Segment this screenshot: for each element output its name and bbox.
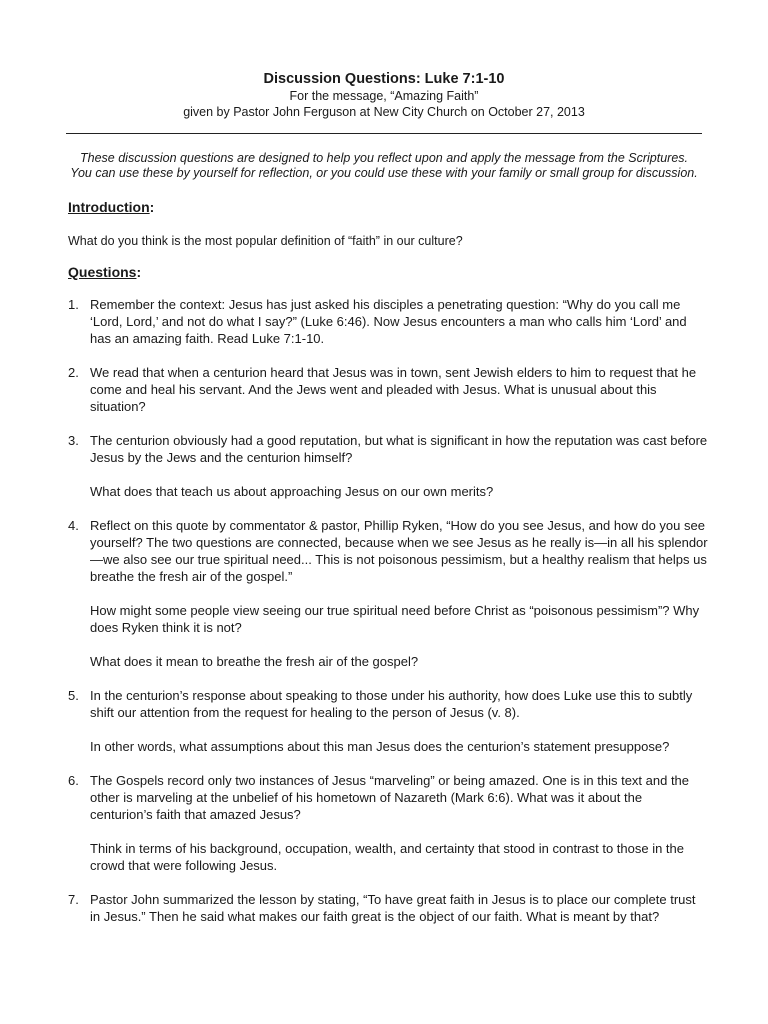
question-text: The Gospels record only two instances of Jesus “marveling” or being amazed. One is in this text and the other is marveling at the unbelief of his hometown of Nazareth (Mark 6:6). What was it about the centurion’s faith that amazed Jesus? (90, 773, 690, 822)
question-text: Pastor John summarized the lesson by stating, “To have great faith in Jesus is to place our complete trust in Jesus.” Then he said what makes our faith great is the object of our faith. What is meant by that? (90, 892, 696, 924)
question-item-5 (68, 687, 708, 755)
introduction-heading: Introduction: (68, 199, 155, 215)
introduction-question: What do you think is the most popular definition of “faith” in our culture? (68, 234, 463, 248)
question-followup: What does that teach us about approaching Jesus on our own merits? (90, 484, 494, 499)
questions-heading: Questions: (68, 264, 142, 280)
question-followup: In other words, what assumptions about this man Jesus does the centurion’s statement presuppose? (90, 739, 670, 754)
question-text: The centurion obviously had a good reputation, but what is significant in how the reputation was cast before Jesus by the Jews and the centurion himself? (90, 433, 708, 465)
question-followup: Think in terms of his background, occupation, wealth, and certainty that stood in contrast to those in the crowd that were following Jesus. (90, 841, 685, 873)
instructions-line-2: You can use these by yourself for reflection, or you could use these with your family or small group for discussion. (70, 166, 698, 180)
question-item-1 (68, 296, 708, 347)
question-text: In the centurion’s response about speaking to those under his authority, how does Luke use this to subtly shift our attention from the request for healing to the person of Jesus (v. 8). (90, 688, 693, 720)
instructions-line-1: These discussion questions are designed to help you reflect upon and apply the message from the Scriptures. (80, 151, 688, 165)
question-item-3 (68, 432, 708, 500)
question-number: 2. (68, 365, 79, 380)
question-text: We read that when a centurion heard that Jesus was in town, sent Jewish elders to him to request that he come and heal his servant. And the Jews went and pleaded with Jesus. What is unusual about this situation? (90, 365, 697, 414)
question-text: Reflect on this quote by commentator & pastor, Phillip Ryken, “How do you see Jesus, and how do you see yourself? The two questions are connected, because when we see Jesus as he really is—in all his splendor—we also see our true spiritual need... This is not poisonous pessimism, but a healthy realism that helps us breathe the fresh air of the gospel.” (90, 518, 708, 584)
question-item-2 (68, 364, 708, 415)
question-number: 5. (68, 688, 79, 703)
header-divider (66, 133, 702, 134)
document-header (0, 70, 768, 120)
question-item-6 (68, 772, 708, 874)
instructions-note (60, 151, 708, 181)
question-number: 4. (68, 518, 79, 533)
question-number: 6. (68, 773, 79, 788)
question-number: 7. (68, 892, 79, 907)
question-item-7 (68, 891, 708, 925)
question-followup: How might some people view seeing our true spiritual need before Christ as “poisonous pessimism”? Why does Ryken think it is not? (90, 603, 700, 635)
question-followup: What does it mean to breathe the fresh air of the gospel? (90, 654, 419, 669)
question-text: Remember the context: Jesus has just asked his disciples a penetrating question: “Why do you call me ‘Lord, Lord,’ and not do what I say?” (Luke 6:46). Now Jesus encounters a man who calls him ‘Lord’ and has an amazing faith. Read Luke 7:1-10. (90, 297, 687, 346)
questions-list (68, 296, 708, 925)
document-title: Discussion Questions: Luke 7:1-10 (263, 71, 505, 87)
introduction-heading-text: Introduction (68, 199, 150, 215)
question-number: 1. (68, 297, 79, 312)
document-subtitle-author: given by Pastor John Ferguson at New City Church on October 27, 2013 (183, 105, 585, 119)
questions-heading-text: Questions (68, 264, 137, 280)
document-subtitle-message: For the message, “Amazing Faith” (289, 89, 479, 103)
question-number: 3. (68, 433, 79, 448)
question-item-4 (68, 517, 708, 670)
